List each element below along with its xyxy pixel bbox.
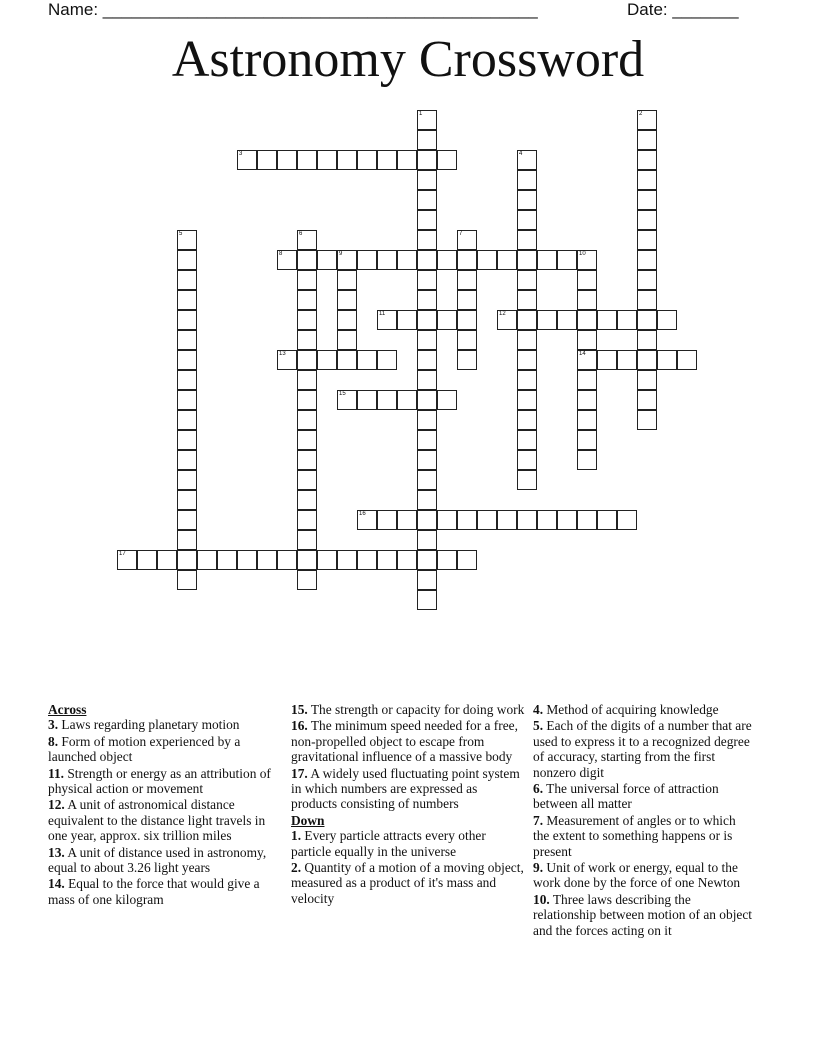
- clue-number-label: 12.: [48, 797, 65, 813]
- grid-cell[interactable]: [417, 570, 437, 590]
- grid-cell[interactable]: [517, 390, 537, 410]
- grid-cell[interactable]: [637, 170, 657, 190]
- grid-cell[interactable]: [377, 390, 397, 410]
- clue-text: A widely used fluctuating point system in which numbers are expressed as products consisting of numbers: [291, 765, 520, 812]
- grid-cell[interactable]: [337, 290, 357, 310]
- grid-cell[interactable]: [577, 450, 597, 470]
- clues-column-3: [533, 702, 753, 939]
- grid-cell[interactable]: [297, 250, 317, 270]
- clue-item: [48, 717, 283, 732]
- grid-cell[interactable]: [657, 310, 677, 330]
- grid-cell[interactable]: [417, 510, 437, 530]
- clue-item: [291, 702, 526, 717]
- grid-cell[interactable]: [517, 430, 537, 450]
- grid-cell[interactable]: [437, 510, 457, 530]
- grid-cell[interactable]: [417, 210, 437, 230]
- grid-cell[interactable]: [597, 510, 617, 530]
- grid-cell[interactable]: [357, 550, 377, 570]
- grid-cell[interactable]: [297, 470, 317, 490]
- date-field-label[interactable]: Date: _______: [627, 0, 739, 19]
- clue-number: 12: [499, 311, 506, 317]
- grid-cell[interactable]: [637, 390, 657, 410]
- clue-item: [48, 797, 283, 843]
- grid-cell[interactable]: [537, 250, 557, 270]
- grid-cell[interactable]: [437, 390, 457, 410]
- grid-cell[interactable]: [317, 350, 337, 370]
- grid-cell[interactable]: [137, 550, 157, 570]
- grid-cell[interactable]: [297, 430, 317, 450]
- grid-cell[interactable]: [357, 390, 377, 410]
- grid-cell[interactable]: [637, 310, 657, 330]
- grid-cell[interactable]: [537, 310, 557, 330]
- grid-cell[interactable]: [577, 510, 597, 530]
- grid-cell[interactable]: [457, 250, 477, 270]
- grid-cell[interactable]: [517, 150, 537, 170]
- grid-cell[interactable]: [577, 390, 597, 410]
- grid-cell[interactable]: [417, 490, 437, 510]
- clue-text: The universal force of attraction between all matter: [533, 781, 719, 812]
- grid-cell[interactable]: [177, 410, 197, 430]
- grid-cell[interactable]: [117, 550, 137, 570]
- grid-cell[interactable]: [417, 290, 437, 310]
- grid-cell[interactable]: [237, 150, 257, 170]
- grid-cell[interactable]: [397, 390, 417, 410]
- clue-number: 3: [239, 151, 243, 157]
- grid-cell[interactable]: [637, 130, 657, 150]
- grid-cell[interactable]: [337, 350, 357, 370]
- clue-number: 17: [119, 551, 126, 557]
- grid-cell[interactable]: [477, 510, 497, 530]
- grid-cell[interactable]: [297, 230, 317, 250]
- grid-cell[interactable]: [317, 250, 337, 270]
- clues-column-2: [291, 702, 526, 907]
- grid-cell[interactable]: [357, 350, 377, 370]
- grid-cell[interactable]: [237, 550, 257, 570]
- grid-cell[interactable]: [297, 530, 317, 550]
- grid-cell[interactable]: [377, 250, 397, 270]
- clue-number-label: 4.: [533, 702, 544, 717]
- grid-cell[interactable]: [277, 350, 297, 370]
- grid-cell[interactable]: [517, 470, 537, 490]
- clue-item: [533, 860, 753, 891]
- grid-cell[interactable]: [417, 190, 437, 210]
- clue-number-label: 16.: [291, 718, 308, 734]
- clue-text: A unit of astronomical distance equivalent to the distance light travels in one year, approx. six trillion miles: [48, 797, 266, 844]
- grid-cell[interactable]: [177, 510, 197, 530]
- clue-text: The minimum speed needed for a free, non-propelled object to escape from gravitational influence of a massive body: [291, 718, 518, 765]
- clue-number-label: 3.: [48, 717, 59, 733]
- grid-cell[interactable]: [577, 350, 597, 370]
- clue-number-label: 13.: [48, 844, 65, 860]
- grid-cell[interactable]: [277, 550, 297, 570]
- page-title: Astronomy Crossword: [171, 31, 645, 88]
- grid-cell[interactable]: [177, 430, 197, 450]
- grid-cell[interactable]: [157, 550, 177, 570]
- grid-cell[interactable]: [517, 290, 537, 310]
- grid-cell[interactable]: [557, 250, 577, 270]
- clue-item: [533, 702, 753, 717]
- grid-cell[interactable]: [517, 370, 537, 390]
- grid-cell[interactable]: [517, 410, 537, 430]
- grid-cell[interactable]: [637, 410, 657, 430]
- grid-cell[interactable]: [517, 270, 537, 290]
- grid-cell[interactable]: [177, 490, 197, 510]
- grid-cell[interactable]: [517, 330, 537, 350]
- grid-cell[interactable]: [297, 330, 317, 350]
- grid-cell[interactable]: [177, 530, 197, 550]
- grid-cell[interactable]: [577, 310, 597, 330]
- grid-cell[interactable]: [177, 450, 197, 470]
- clue-text: Laws regarding planetary motion: [58, 717, 240, 733]
- clue-number-label: 9.: [533, 860, 544, 876]
- grid-cell[interactable]: [517, 310, 537, 330]
- grid-cell[interactable]: [417, 150, 437, 170]
- clue-item: [291, 718, 526, 764]
- grid-cell[interactable]: [457, 330, 477, 350]
- clue-number-label: 8.: [48, 733, 59, 749]
- grid-cell[interactable]: [677, 350, 697, 370]
- clue-text: Measurement of angles or to which the extent to something happens or is present: [533, 812, 736, 859]
- grid-cell[interactable]: [337, 250, 357, 270]
- grid-cell[interactable]: [377, 350, 397, 370]
- grid-cell[interactable]: [297, 290, 317, 310]
- grid-cell[interactable]: [277, 250, 297, 270]
- grid-cell[interactable]: [177, 570, 197, 590]
- grid-cell[interactable]: [637, 330, 657, 350]
- section-heading: Across: [48, 702, 87, 717]
- grid-cell[interactable]: [577, 410, 597, 430]
- clue-item: [533, 892, 753, 938]
- grid-cell[interactable]: [177, 250, 197, 270]
- grid-cell[interactable]: [457, 350, 477, 370]
- grid-cell[interactable]: [557, 310, 577, 330]
- grid-cell[interactable]: [337, 390, 357, 410]
- clue-number: 15: [339, 391, 346, 397]
- grid-cell[interactable]: [517, 250, 537, 270]
- clue-number-label: 5.: [533, 718, 544, 734]
- grid-cell[interactable]: [497, 250, 517, 270]
- grid-cell[interactable]: [377, 150, 397, 170]
- grid-cell[interactable]: [217, 550, 237, 570]
- grid-cell[interactable]: [417, 170, 437, 190]
- grid-cell[interactable]: [417, 330, 437, 350]
- grid-cell[interactable]: [357, 150, 377, 170]
- grid-cell[interactable]: [297, 370, 317, 390]
- clue-number: 10: [579, 251, 586, 257]
- grid-cell[interactable]: [297, 150, 317, 170]
- clue-number: 1: [419, 111, 423, 117]
- clue-item: [291, 828, 526, 859]
- grid-cell[interactable]: [657, 350, 677, 370]
- grid-cell[interactable]: [177, 230, 197, 250]
- grid-cell[interactable]: [557, 510, 577, 530]
- clue-number-label: 10.: [533, 891, 550, 907]
- grid-cell[interactable]: [637, 190, 657, 210]
- clue-text: Method of acquiring knowledge: [543, 702, 719, 717]
- grid-cell[interactable]: [297, 490, 317, 510]
- grid-cell[interactable]: [637, 370, 657, 390]
- grid-cell[interactable]: [577, 430, 597, 450]
- grid-cell[interactable]: [377, 310, 397, 330]
- grid-cell[interactable]: [417, 550, 437, 570]
- clue-number-label: 14.: [48, 876, 65, 892]
- grid-cell[interactable]: [257, 150, 277, 170]
- clue-item: [533, 781, 753, 812]
- grid-cell[interactable]: [417, 270, 437, 290]
- grid-cell[interactable]: [397, 250, 417, 270]
- grid-cell[interactable]: [577, 290, 597, 310]
- clue-item: [533, 813, 753, 859]
- clue-text: A unit of distance used in astronomy, equal to about 3.26 light years: [48, 844, 267, 876]
- grid-cell[interactable]: [317, 550, 337, 570]
- clue-number: 7: [459, 231, 463, 237]
- grid-cell[interactable]: [297, 450, 317, 470]
- grid-cell[interactable]: [417, 230, 437, 250]
- grid-cell[interactable]: [417, 350, 437, 370]
- grid-cell[interactable]: [517, 190, 537, 210]
- clue-text: Form of motion experienced by a launched object: [48, 733, 241, 765]
- grid-cell[interactable]: [637, 150, 657, 170]
- clue-item: [291, 766, 526, 812]
- grid-cell[interactable]: [417, 530, 437, 550]
- grid-cell[interactable]: [617, 350, 637, 370]
- grid-cell[interactable]: [457, 230, 477, 250]
- grid-cell[interactable]: [297, 270, 317, 290]
- clue-number-label: 6.: [533, 781, 544, 797]
- grid-cell[interactable]: [397, 510, 417, 530]
- grid-cell[interactable]: [417, 450, 437, 470]
- grid-cell[interactable]: [297, 570, 317, 590]
- clue-item: [48, 845, 283, 876]
- grid-cell[interactable]: [517, 450, 537, 470]
- grid-cell[interactable]: [177, 330, 197, 350]
- grid-cell[interactable]: [637, 350, 657, 370]
- grid-cell[interactable]: [297, 410, 317, 430]
- grid-cell[interactable]: [297, 550, 317, 570]
- clue-number-label: 17.: [291, 765, 308, 781]
- grid-cell[interactable]: [637, 110, 657, 130]
- grid-cell[interactable]: [637, 290, 657, 310]
- grid-cell[interactable]: [357, 250, 377, 270]
- clue-text: Three laws describing the relationship between motion of an object and the forces acting on it: [533, 891, 753, 938]
- grid-cell[interactable]: [457, 270, 477, 290]
- section-heading: Down: [291, 812, 325, 828]
- grid-cell[interactable]: [637, 250, 657, 270]
- grid-cell[interactable]: [397, 150, 417, 170]
- grid-cell[interactable]: [357, 510, 377, 530]
- grid-cell[interactable]: [177, 350, 197, 370]
- grid-cell[interactable]: [577, 270, 597, 290]
- grid-cell[interactable]: [337, 550, 357, 570]
- grid-cell[interactable]: [417, 590, 437, 610]
- grid-cell[interactable]: [537, 510, 557, 530]
- clue-number: 2: [639, 111, 643, 117]
- grid-cell[interactable]: [257, 550, 277, 570]
- grid-cell[interactable]: [637, 230, 657, 250]
- grid-cell[interactable]: [617, 310, 637, 330]
- grid-cell[interactable]: [497, 310, 517, 330]
- grid-cell[interactable]: [597, 310, 617, 330]
- grid-cell[interactable]: [277, 150, 297, 170]
- grid-cell[interactable]: [457, 290, 477, 310]
- grid-cell[interactable]: [457, 550, 477, 570]
- grid-cell[interactable]: [297, 390, 317, 410]
- clue-text: Equal to the force that would give a mass of one kilogram: [48, 876, 260, 907]
- grid-cell[interactable]: [177, 310, 197, 330]
- clue-number-label: 7.: [533, 812, 544, 828]
- grid-cell[interactable]: [517, 230, 537, 250]
- grid-cell[interactable]: [177, 390, 197, 410]
- grid-cell[interactable]: [417, 130, 437, 150]
- grid-cell[interactable]: [617, 510, 637, 530]
- grid-cell[interactable]: [577, 370, 597, 390]
- grid-cell[interactable]: [177, 290, 197, 310]
- clue-text: Each of the digits of a number that are used to express it to a recognized degree of accuracy, starting from the first nonzero digit: [533, 718, 752, 780]
- grid-cell[interactable]: [637, 210, 657, 230]
- grid-cell[interactable]: [417, 410, 437, 430]
- grid-cell[interactable]: [417, 110, 437, 130]
- clue-number: 11: [379, 311, 386, 317]
- clues-column-1: [48, 702, 283, 908]
- grid-cell[interactable]: [437, 250, 457, 270]
- grid-cell[interactable]: [297, 510, 317, 530]
- grid-cell[interactable]: [437, 150, 457, 170]
- grid-cell[interactable]: [397, 310, 417, 330]
- clue-number: 6: [299, 231, 303, 237]
- grid-cell[interactable]: [517, 170, 537, 190]
- grid-cell[interactable]: [337, 310, 357, 330]
- clue-number: 16: [359, 511, 366, 517]
- grid-cell[interactable]: [337, 270, 357, 290]
- clue-number: 9: [339, 251, 343, 257]
- clue-text: The strength or capacity for doing work: [307, 702, 525, 717]
- grid-cell[interactable]: [517, 510, 537, 530]
- grid-cell[interactable]: [457, 510, 477, 530]
- grid-cell[interactable]: [197, 550, 217, 570]
- clue-number: 5: [179, 231, 183, 237]
- grid-cell[interactable]: [317, 150, 337, 170]
- grid-cell[interactable]: [417, 310, 437, 330]
- grid-cell[interactable]: [417, 370, 437, 390]
- clue-number: 4: [519, 151, 523, 157]
- grid-cell[interactable]: [437, 550, 457, 570]
- clue-item: [291, 860, 526, 906]
- clue-text: Strength or energy as an attribution of physical action or movement: [48, 765, 271, 797]
- grid-cell[interactable]: [177, 270, 197, 290]
- clue-text: Quantity of a motion of a moving object, measured as a product of it's mass and velocity: [291, 860, 524, 906]
- clue-number-label: 1.: [291, 828, 302, 844]
- clue-number-label: 2.: [291, 860, 302, 876]
- grid-cell[interactable]: [517, 350, 537, 370]
- grid-cell[interactable]: [177, 550, 197, 570]
- clue-item: [48, 766, 283, 797]
- grid-cell[interactable]: [417, 250, 437, 270]
- grid-cell[interactable]: [417, 470, 437, 490]
- grid-cell[interactable]: [437, 310, 457, 330]
- clue-item: [533, 718, 753, 780]
- clue-number-label: 11.: [48, 765, 64, 781]
- grid-cell[interactable]: [457, 310, 477, 330]
- clue-number: 8: [279, 251, 283, 257]
- grid-cell[interactable]: [517, 210, 537, 230]
- grid-cell[interactable]: [417, 390, 437, 410]
- grid-cell[interactable]: [177, 470, 197, 490]
- grid-cell[interactable]: [397, 550, 417, 570]
- clue-item: [48, 876, 283, 907]
- grid-cell[interactable]: [577, 250, 597, 270]
- grid-cell[interactable]: [377, 550, 397, 570]
- grid-cell[interactable]: [477, 250, 497, 270]
- clue-number: 13: [279, 351, 286, 357]
- grid-cell[interactable]: [577, 330, 597, 350]
- grid-cell[interactable]: [337, 330, 357, 350]
- grid-cell[interactable]: [377, 510, 397, 530]
- grid-cell[interactable]: [417, 430, 437, 450]
- grid-cell[interactable]: [337, 150, 357, 170]
- clue-text: Every particle attracts every other particle equally in the universe: [291, 828, 486, 859]
- clue-text: Unit of work or energy, equal to the work done by the force of one Newton: [533, 860, 741, 891]
- clue-number-label: 15.: [291, 702, 308, 717]
- clue-number: 14: [579, 351, 586, 357]
- grid-cell[interactable]: [297, 350, 317, 370]
- grid-cell[interactable]: [297, 310, 317, 330]
- grid-cell[interactable]: [637, 270, 657, 290]
- grid-cell[interactable]: [177, 370, 197, 390]
- clue-item: [48, 734, 283, 765]
- grid-cell[interactable]: [497, 510, 517, 530]
- grid-cell[interactable]: [597, 350, 617, 370]
- name-field-label[interactable]: Name: ______________________________________________: [48, 0, 538, 19]
